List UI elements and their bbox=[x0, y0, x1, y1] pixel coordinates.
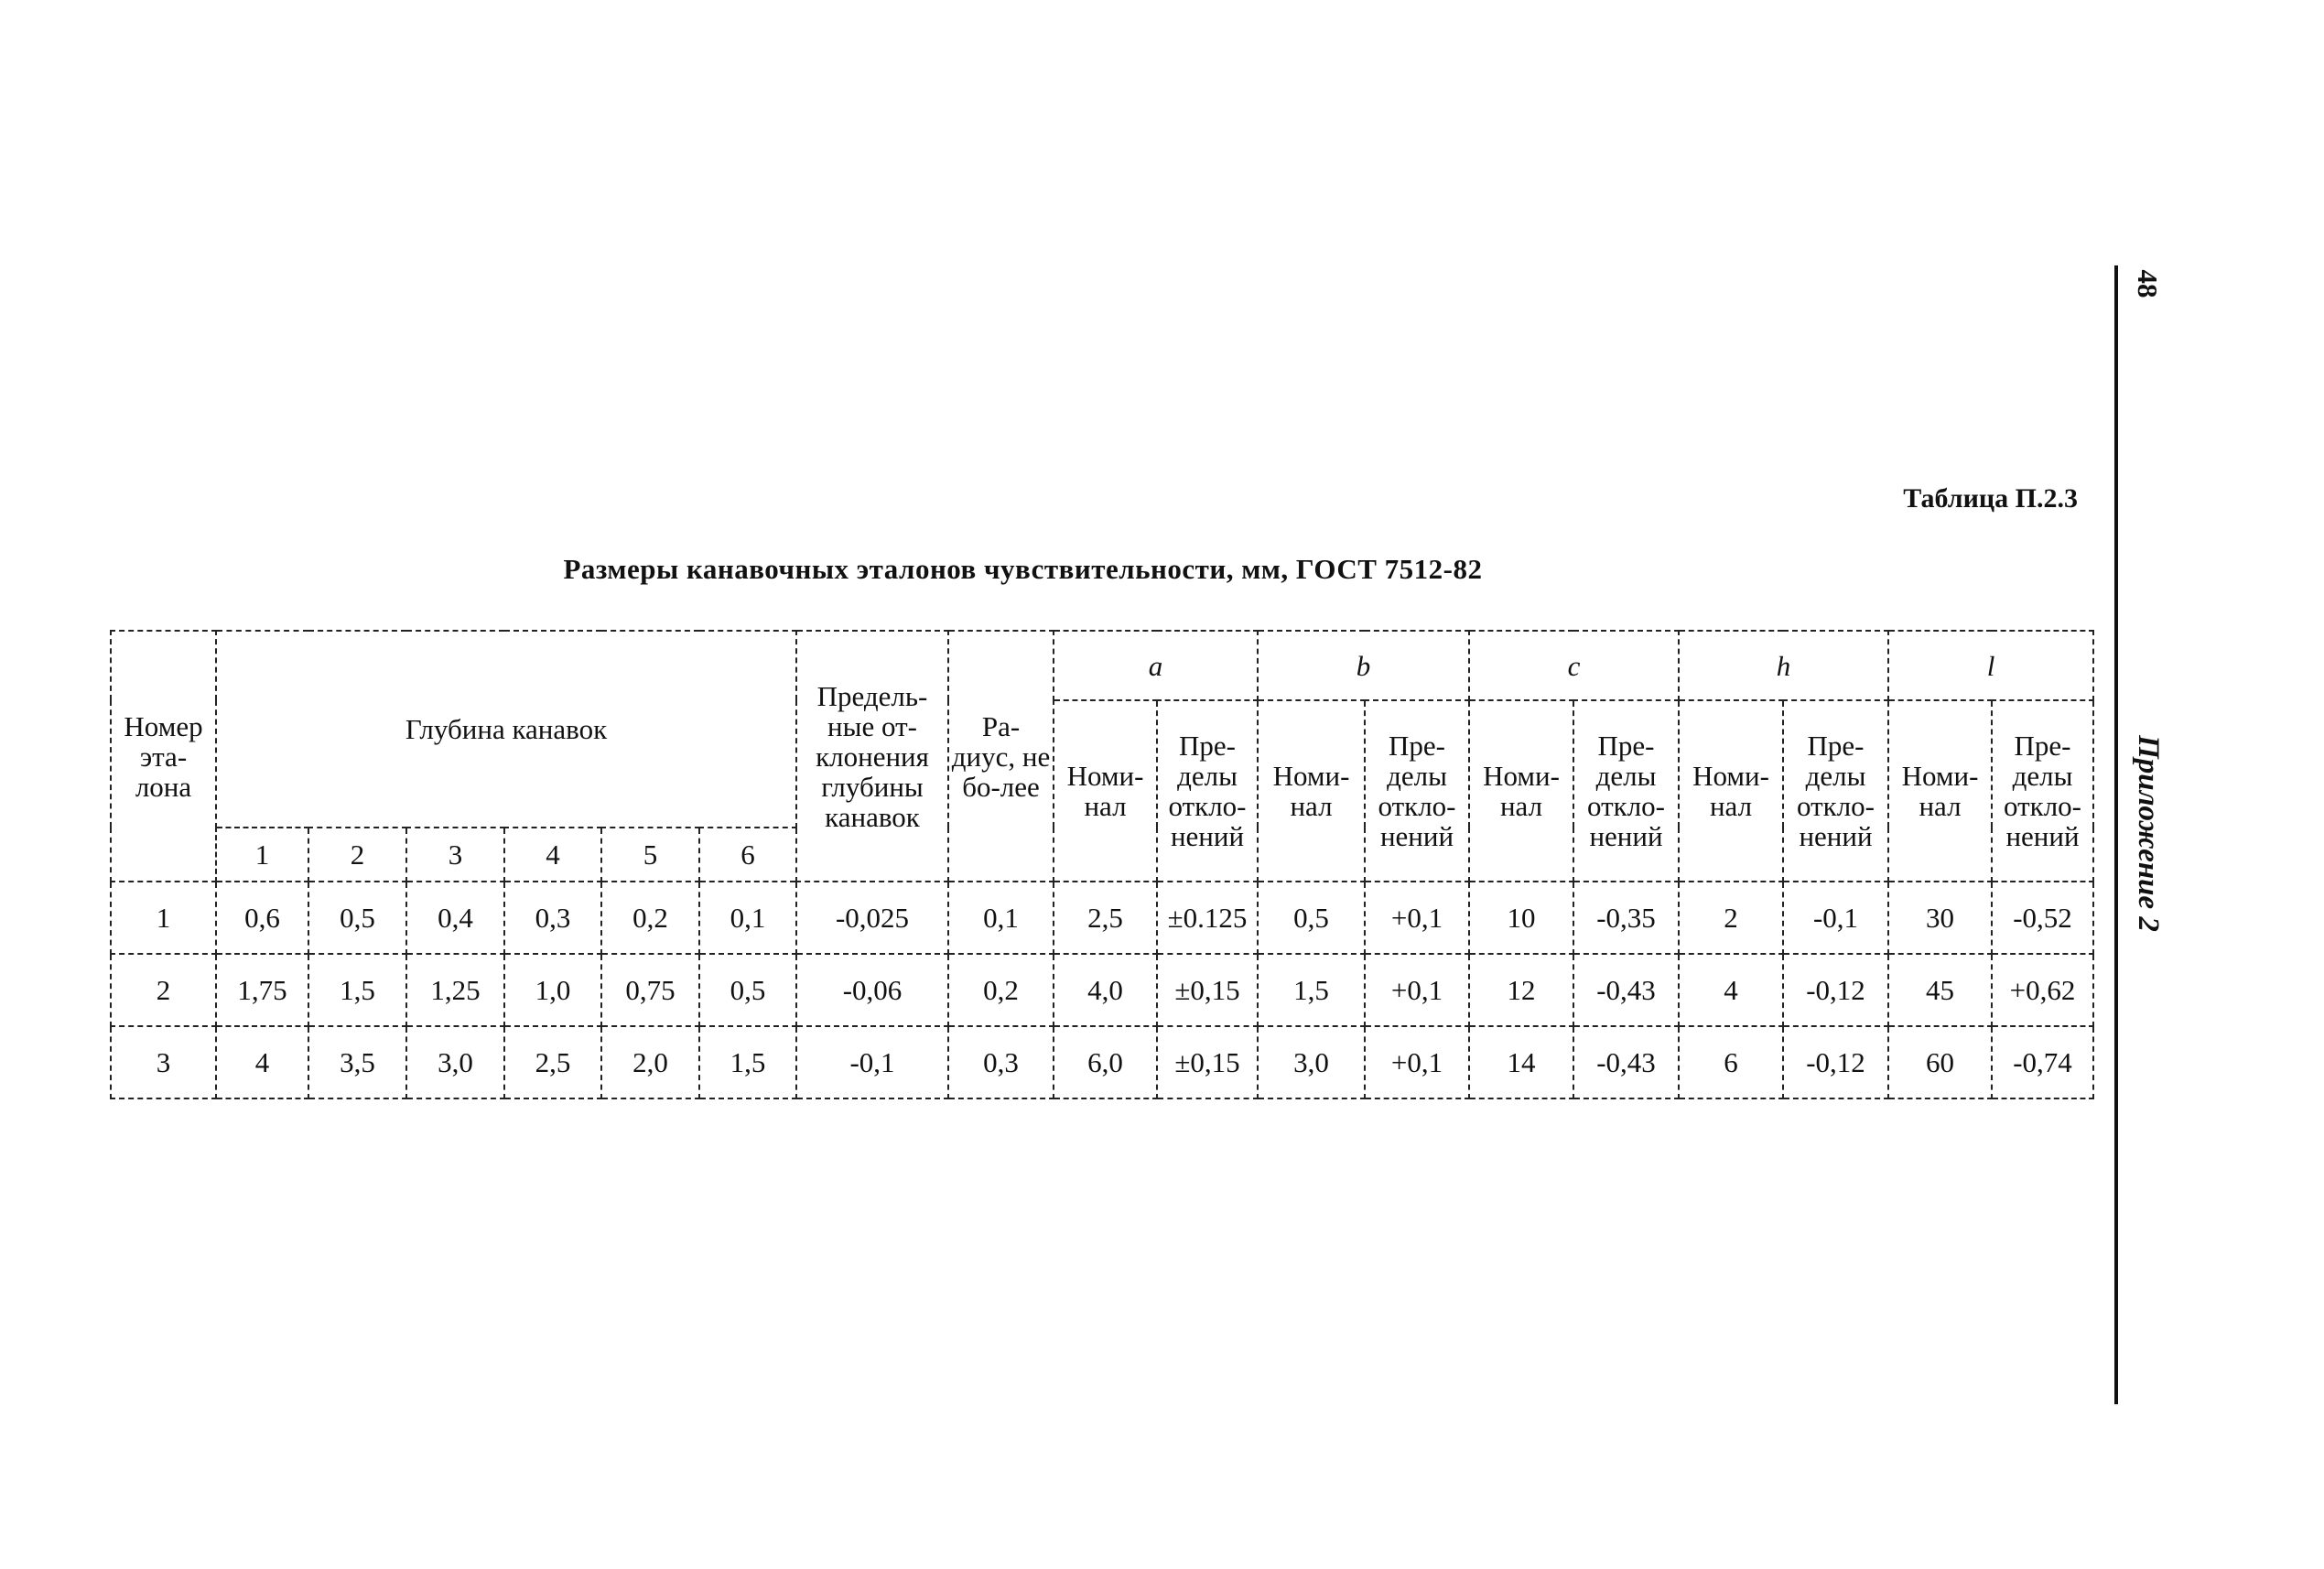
header-tolerance: Пре-делы откло-нений bbox=[1157, 700, 1258, 882]
header-groove-depth: Глубина канавок bbox=[216, 631, 796, 828]
c-tolerance-cell: -0,35 bbox=[1573, 882, 1679, 954]
l-nominal-cell: 30 bbox=[1888, 882, 1992, 954]
l-tolerance-cell: -0,74 bbox=[1992, 1026, 2093, 1098]
header-row bbox=[111, 631, 2093, 700]
c-nominal-cell: 12 bbox=[1469, 954, 1573, 1026]
b-nominal-cell: 0,5 bbox=[1258, 882, 1365, 954]
a-nominal-cell: 2,5 bbox=[1054, 882, 1157, 954]
header-dim-l: l bbox=[1888, 631, 2093, 700]
h-nominal-cell: 6 bbox=[1679, 1026, 1783, 1098]
header-etalon-number: Номер эта-лона bbox=[111, 631, 216, 882]
a-tolerance-cell: ±0.125 bbox=[1157, 882, 1258, 954]
h-nominal-cell: 2 bbox=[1679, 882, 1783, 954]
header-dim-c: c bbox=[1469, 631, 1679, 700]
groove-number: 2 bbox=[308, 828, 406, 882]
depth-cell: 1,25 bbox=[406, 954, 504, 1026]
depth-cell: 2,5 bbox=[504, 1026, 601, 1098]
header-tolerance: Пре-делы откло-нений bbox=[1992, 700, 2093, 882]
deviation-cell: -0,025 bbox=[796, 882, 948, 954]
h-tolerance-cell: -0,1 bbox=[1783, 882, 1888, 954]
h-nominal-cell: 4 bbox=[1679, 954, 1783, 1026]
depth-cell: 0,3 bbox=[504, 882, 601, 954]
page-number: 48 bbox=[2132, 269, 2164, 298]
depth-cell: 0,1 bbox=[699, 882, 796, 954]
depth-cell: 0,75 bbox=[601, 954, 699, 1026]
header-dim-a: a bbox=[1054, 631, 1258, 700]
l-nominal-cell: 60 bbox=[1888, 1026, 1992, 1098]
c-tolerance-cell: -0,43 bbox=[1573, 1026, 1679, 1098]
depth-cell: 0,5 bbox=[308, 882, 406, 954]
depth-cell: 0,4 bbox=[406, 882, 504, 954]
table-title: Размеры канавочных эталонов чувствительности, мм, ГОСТ 7512-82 bbox=[563, 553, 1483, 585]
table-row bbox=[111, 954, 2093, 1026]
header-dim-h: h bbox=[1679, 631, 1888, 700]
etalon-number-cell: 3 bbox=[111, 1026, 216, 1098]
deviation-cell: -0,1 bbox=[796, 1026, 948, 1098]
h-tolerance-cell: -0,12 bbox=[1783, 1026, 1888, 1098]
c-nominal-cell: 10 bbox=[1469, 882, 1573, 954]
groove-number: 4 bbox=[504, 828, 601, 882]
appendix-label-text: Приложение 2 bbox=[2131, 734, 2165, 932]
groove-number: 3 bbox=[406, 828, 504, 882]
header-nominal: Номи-нал bbox=[1469, 700, 1573, 882]
b-tolerance-cell: +0,1 bbox=[1365, 882, 1469, 954]
l-tolerance-cell: -0,52 bbox=[1992, 882, 2093, 954]
groove-number: 5 bbox=[601, 828, 699, 882]
radius-cell: 0,2 bbox=[948, 954, 1054, 1026]
l-tolerance-cell: +0,62 bbox=[1992, 954, 2093, 1026]
header-depth-deviation: Предель-ные от-клонения глубины канавок bbox=[796, 631, 948, 882]
header-nominal: Номи-нал bbox=[1054, 700, 1157, 882]
a-nominal-cell: 4,0 bbox=[1054, 954, 1157, 1026]
etalon-number-cell: 2 bbox=[111, 954, 216, 1026]
a-tolerance-cell: ±0,15 bbox=[1157, 1026, 1258, 1098]
etalon-number-cell: 1 bbox=[111, 882, 216, 954]
header-nominal: Номи-нал bbox=[1258, 700, 1365, 882]
c-tolerance-cell: -0,43 bbox=[1573, 954, 1679, 1026]
b-tolerance-cell: +0,1 bbox=[1365, 954, 1469, 1026]
depth-cell: 3,5 bbox=[308, 1026, 406, 1098]
deviation-cell: -0,06 bbox=[796, 954, 948, 1026]
header-dim-b: b bbox=[1258, 631, 1469, 700]
groove-standards-table bbox=[110, 630, 2094, 1099]
h-tolerance-cell: -0,12 bbox=[1783, 954, 1888, 1026]
appendix-label bbox=[2129, 723, 2166, 943]
radius-cell: 0,3 bbox=[948, 1026, 1054, 1098]
b-nominal-cell: 1,5 bbox=[1258, 954, 1365, 1026]
page-margin-rule bbox=[2114, 265, 2118, 1404]
depth-cell: 2,0 bbox=[601, 1026, 699, 1098]
depth-cell: 4 bbox=[216, 1026, 308, 1098]
depth-cell: 0,5 bbox=[699, 954, 796, 1026]
depth-cell: 1,0 bbox=[504, 954, 601, 1026]
header-nominal: Номи-нал bbox=[1888, 700, 1992, 882]
groove-number: 6 bbox=[699, 828, 796, 882]
depth-cell: 0,2 bbox=[601, 882, 699, 954]
depth-cell: 1,5 bbox=[308, 954, 406, 1026]
a-nominal-cell: 6,0 bbox=[1054, 1026, 1157, 1098]
header-tolerance: Пре-делы откло-нений bbox=[1365, 700, 1469, 882]
c-nominal-cell: 14 bbox=[1469, 1026, 1573, 1098]
header-tolerance: Пре-делы откло-нений bbox=[1573, 700, 1679, 882]
table-label: Таблица П.2.3 bbox=[1903, 483, 2078, 514]
a-tolerance-cell: ±0,15 bbox=[1157, 954, 1258, 1026]
b-tolerance-cell: +0,1 bbox=[1365, 1026, 1469, 1098]
b-nominal-cell: 3,0 bbox=[1258, 1026, 1365, 1098]
header-nominal: Номи-нал bbox=[1679, 700, 1783, 882]
groove-number: 1 bbox=[216, 828, 308, 882]
l-nominal-cell: 45 bbox=[1888, 954, 1992, 1026]
depth-cell: 1,75 bbox=[216, 954, 308, 1026]
radius-cell: 0,1 bbox=[948, 882, 1054, 954]
table-row bbox=[111, 1026, 2093, 1098]
depth-cell: 0,6 bbox=[216, 882, 308, 954]
header-tolerance: Пре-делы откло-нений bbox=[1783, 700, 1888, 882]
depth-cell: 3,0 bbox=[406, 1026, 504, 1098]
depth-cell: 1,5 bbox=[699, 1026, 796, 1098]
table-row bbox=[111, 882, 2093, 954]
header-radius: Ра-диус, не бо-лее bbox=[948, 631, 1054, 882]
